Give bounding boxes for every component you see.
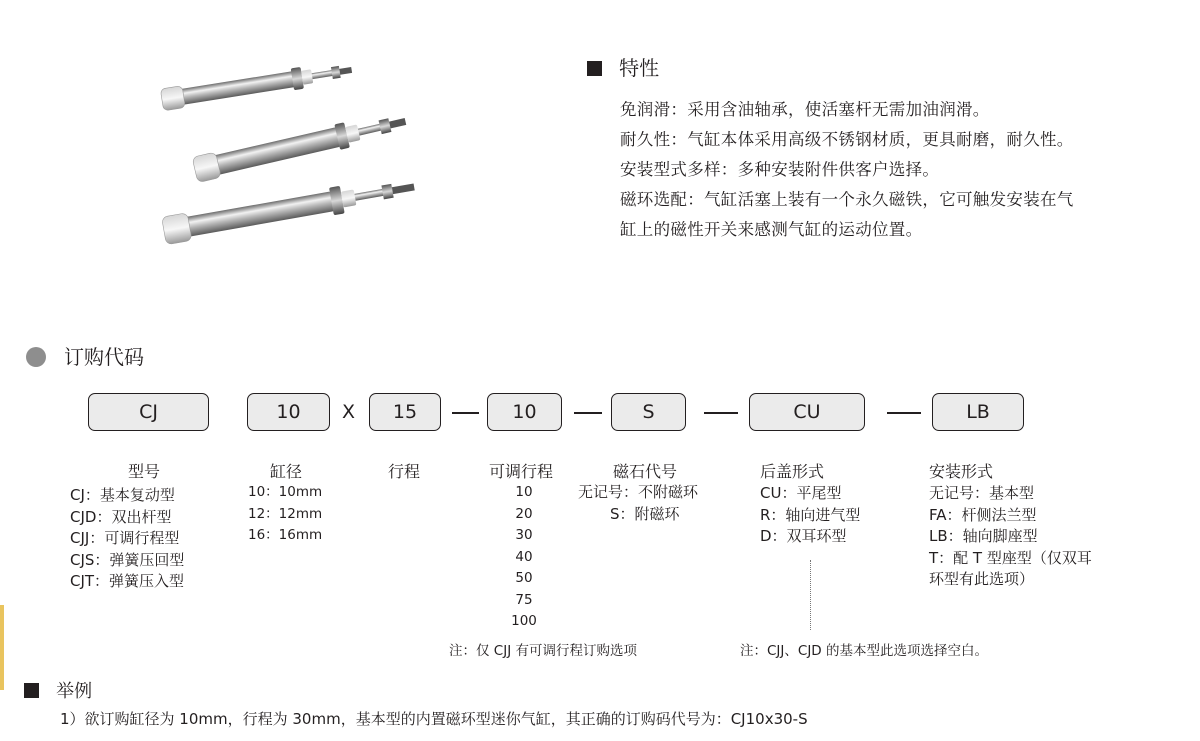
mount-option: 无记号：基本型 bbox=[929, 484, 1035, 502]
feature-item bbox=[620, 155, 1180, 185]
bore-title: 缸径 bbox=[270, 462, 303, 481]
feature-list bbox=[620, 95, 1180, 245]
model-option: CJS：弹簧压回型 bbox=[70, 550, 185, 569]
feature-text: 采用含油轴承，使活塞杆无需加油润滑。 bbox=[687, 100, 990, 119]
mount-option: LB：轴向脚座型 bbox=[929, 527, 1038, 545]
order-title: 订购代码 bbox=[64, 345, 144, 369]
square-bullet-icon bbox=[24, 683, 39, 698]
magnet-title: 磁石代号 bbox=[613, 462, 678, 481]
bore-option: 10：10mm bbox=[248, 484, 323, 500]
feature-text: 多种安装附件供客户选择。 bbox=[737, 160, 940, 179]
model-option: CJT：弹簧压入型 bbox=[70, 572, 185, 590]
model-option: CJ：基本复动型 bbox=[70, 486, 175, 504]
adj-stroke-option: 40 bbox=[515, 548, 533, 565]
separator-dash bbox=[452, 412, 479, 414]
rear-cover-options bbox=[760, 483, 860, 548]
adj-stroke-option: 10 bbox=[515, 484, 533, 500]
feature-key: 安装型式多样： bbox=[620, 160, 738, 179]
note-basic-type: 注：CJJ、CJD 的基本型此选项选择空白。 bbox=[740, 643, 988, 659]
cylinder-2 bbox=[192, 109, 408, 183]
feature-item bbox=[620, 185, 1180, 215]
feature-key: 免润滑： bbox=[620, 100, 688, 119]
bore-option: 12：12mm bbox=[248, 505, 323, 522]
rear-cover-title: 后盖形式 bbox=[760, 462, 825, 481]
model-options bbox=[70, 485, 184, 593]
adj-stroke-options bbox=[494, 482, 554, 633]
left-accent-bar bbox=[0, 605, 4, 690]
example-text: 1）欲订购缸径为 10mm，行程为 30mm，基本型的内置磁环型迷你气缸，其正确的订购码代号为：CJ10x30-S bbox=[60, 710, 808, 728]
mount-option: 环型有此选项） bbox=[929, 570, 1035, 588]
feature-item bbox=[620, 125, 1180, 155]
mount-option: FA：杆侧法兰型 bbox=[929, 505, 1037, 524]
square-bullet-icon bbox=[587, 61, 602, 76]
feature-text: 气缸本体采用高级不锈钢材质，更具耐磨，耐久性。 bbox=[687, 130, 1074, 149]
code-box-adj-stroke: 10 bbox=[487, 393, 562, 431]
feature-key: 耐久性： bbox=[620, 130, 688, 149]
code-box-stroke: 15 bbox=[369, 393, 441, 431]
magnet-option: S：附磁环 bbox=[610, 504, 680, 523]
feature-text: 气缸活塞上装有一个永久磁铁，它可触发安装在气 bbox=[704, 190, 1074, 209]
feature-key: 磁环选配： bbox=[620, 190, 704, 209]
feature-continuation: 缸上的磁性开关来感测气缸的运动位置。 bbox=[620, 220, 923, 239]
adj-stroke-option: 50 bbox=[515, 570, 533, 586]
mount-options bbox=[929, 483, 1092, 591]
product-image bbox=[150, 55, 440, 255]
adj-stroke-option: 30 bbox=[515, 527, 533, 543]
separator-dash bbox=[887, 412, 921, 414]
separator-dash bbox=[574, 412, 602, 414]
bore-options bbox=[248, 482, 322, 547]
adj-stroke-title: 可调行程 bbox=[489, 462, 554, 481]
model-option: CJD：双出杆型 bbox=[70, 507, 172, 526]
magnet-option: 无记号：不附磁环 bbox=[578, 483, 699, 501]
separator-dash bbox=[704, 412, 738, 414]
note-adjustable-stroke: 注：仅 CJJ 有可调行程订购选项 bbox=[449, 643, 637, 659]
code-box-magnet: S bbox=[611, 393, 686, 431]
code-box-model: CJ bbox=[88, 393, 209, 431]
model-title: 型号 bbox=[128, 462, 161, 481]
dotted-guide-line bbox=[810, 560, 811, 630]
code-box-bore: 10 bbox=[247, 393, 330, 431]
adj-stroke-option: 75 bbox=[515, 591, 533, 608]
mount-option: T：配 T 型座型（仅双耳 bbox=[929, 548, 1092, 567]
cylinder-3 bbox=[162, 173, 417, 245]
cylinder-1 bbox=[160, 59, 353, 111]
separator-x: X bbox=[342, 401, 356, 423]
rear-cover-option: R：轴向进气型 bbox=[760, 505, 861, 524]
magnet-options bbox=[578, 482, 698, 525]
example-title: 举例 bbox=[56, 681, 93, 702]
stroke-title: 行程 bbox=[388, 462, 421, 481]
feature-item bbox=[620, 95, 1180, 125]
features-title: 特性 bbox=[619, 56, 660, 80]
model-option: CJJ：可调行程型 bbox=[70, 529, 180, 547]
circle-bullet-icon bbox=[26, 347, 46, 367]
features-header bbox=[587, 56, 659, 80]
rear-cover-option: CU：平尾型 bbox=[760, 484, 842, 502]
rear-cover-option: D：双耳环型 bbox=[760, 527, 847, 545]
bore-option: 16：16mm bbox=[248, 527, 323, 543]
adj-stroke-option: 20 bbox=[515, 505, 533, 522]
adj-stroke-option: 100 bbox=[511, 613, 537, 629]
code-box-mount: LB bbox=[932, 393, 1024, 431]
example-header bbox=[24, 680, 92, 704]
code-box-rear-cover: CU bbox=[749, 393, 865, 431]
mount-title: 安装形式 bbox=[929, 462, 994, 481]
